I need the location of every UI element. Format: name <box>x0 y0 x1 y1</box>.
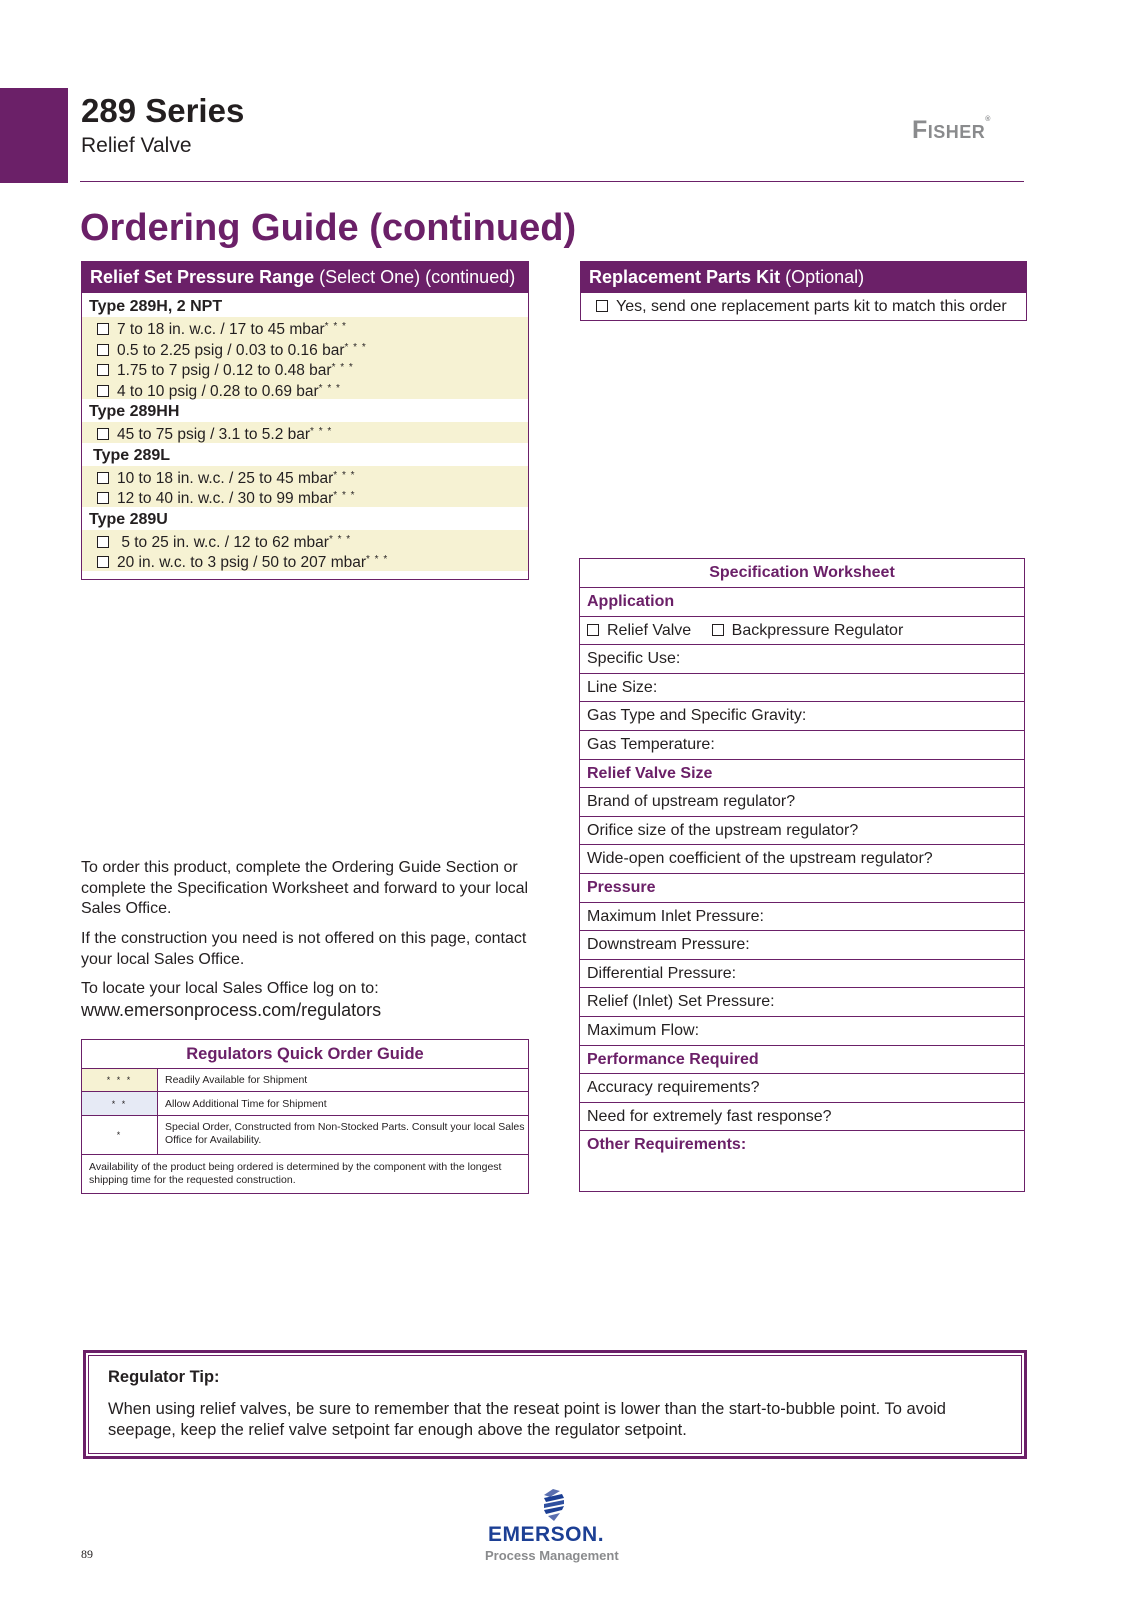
availability-mark: * * * <box>344 341 367 353</box>
checkbox[interactable] <box>97 492 109 504</box>
availability-mark: * * * <box>333 469 356 481</box>
replacement-kit-title: Replacement Parts Kit <box>589 267 781 287</box>
emerson-name: EMERSON <box>488 1523 598 1546</box>
availability-mark: * * * <box>310 426 333 437</box>
pressure-option[interactable] <box>82 358 528 379</box>
pressure-range-title-note: (Select One) (continued) <box>314 267 516 287</box>
tip-title: Regulator Tip: <box>108 1368 220 1386</box>
fisher-logo-text: Fisher <box>912 116 986 144</box>
checkbox[interactable] <box>97 472 109 484</box>
availability-mark: * * * <box>328 533 352 545</box>
option-label: Backpressure Regulator <box>731 621 904 639</box>
availability-mark: * * * <box>333 490 356 501</box>
field-gas-type[interactable]: Gas Type and Specific Gravity: <box>580 702 1024 731</box>
checkbox[interactable] <box>97 344 109 356</box>
emerson-wordmark <box>488 1523 604 1547</box>
sales-office-link[interactable]: www.emersonprocess.com/regulators <box>81 1000 382 1020</box>
checkbox[interactable] <box>712 624 724 636</box>
pressure-option[interactable] <box>82 422 528 443</box>
specification-worksheet <box>579 558 1025 1192</box>
quick-order-title: Regulators Quick Order Guide <box>82 1040 528 1069</box>
pressure-option[interactable] <box>82 486 528 507</box>
worksheet-title: Specification Worksheet <box>580 559 1024 588</box>
option-label: Relief Valve <box>607 621 692 639</box>
emerson-wordmark-dot: . <box>597 1523 605 1546</box>
field-orifice-size[interactable]: Orifice size of the upstream regulator? <box>580 817 1024 846</box>
option-label: 12 to 40 in. w.c. / 30 to 99 mbar <box>117 490 334 507</box>
option-label: 4 to 10 psig / 0.28 to 0.69 bar <box>117 382 319 400</box>
option-label: Yes, send one replacement parts kit to match this order <box>616 298 1007 315</box>
availability-text: Special Order, Constructed from Non-Stocked Parts. Consult your local Sales Office for Availability. <box>165 1121 525 1146</box>
field-differential-pressure[interactable]: Differential Pressure: <box>580 960 1024 989</box>
option-relief-valve[interactable] <box>587 622 691 639</box>
availability-mark: * * * <box>318 382 341 394</box>
quick-order-row <box>82 1069 528 1092</box>
quick-order-row <box>82 1092 528 1116</box>
field-fast-response[interactable]: Need for extremely fast response? <box>580 1103 1024 1132</box>
field-relief-set-pressure[interactable]: Relief (Inlet) Set Pressure: <box>580 988 1024 1017</box>
option-label: 5 to 25 in. w.c. / 12 to 62 mbar <box>121 533 329 551</box>
availability-key: * * * <box>82 1069 158 1091</box>
instructions-locate: To locate your local Sales Office log on to: <box>81 980 379 997</box>
pressure-option[interactable] <box>82 317 528 338</box>
fisher-logo <box>912 116 991 145</box>
instructions-order: To order this product, complete the Ordering Guide Section or complete the Specification Worksheet and forward to your local Sales Office. <box>81 859 529 917</box>
checkbox[interactable] <box>97 323 109 335</box>
option-label: 45 to 75 psig / 3.1 to 5.2 bar <box>117 426 311 443</box>
header-divider <box>80 181 1024 182</box>
type-289hh-heading: Type 289HH <box>89 403 180 420</box>
availability-text: Readily Available for Shipment <box>165 1074 308 1086</box>
field-gas-temperature[interactable]: Gas Temperature: <box>580 731 1024 760</box>
type-289l-heading: Type 289L <box>93 446 171 464</box>
field-downstream-pressure[interactable]: Downstream Pressure: <box>580 931 1024 960</box>
option-label: 7 to 18 in. w.c. / 17 to 45 mbar <box>117 321 325 338</box>
field-max-inlet-pressure[interactable]: Maximum Inlet Pressure: <box>580 903 1024 932</box>
side-color-tab <box>0 88 68 183</box>
pressure-option[interactable] <box>82 550 528 571</box>
field-specific-use[interactable]: Specific Use: <box>580 645 1024 674</box>
replacement-kit-title-note: (Optional) <box>780 267 865 287</box>
pressure-range-title: Relief Set Pressure Range <box>90 267 315 287</box>
availability-key: * * <box>82 1092 158 1115</box>
field-accuracy[interactable]: Accuracy requirements? <box>580 1074 1024 1103</box>
fisher-registered-mark: ® <box>985 116 991 123</box>
section-other-requirements[interactable]: Other Requirements: <box>587 1136 747 1154</box>
field-maximum-flow[interactable]: Maximum Flow: <box>580 1017 1024 1046</box>
quick-order-guide <box>81 1039 529 1194</box>
section-pressure: Pressure <box>580 874 1024 903</box>
option-backpressure-regulator[interactable] <box>712 622 904 639</box>
field-wide-open-coefficient[interactable]: Wide-open coefficient of the upstream regulator? <box>580 845 1024 874</box>
replacement-kit-box <box>580 261 1027 321</box>
checkbox[interactable] <box>587 624 599 636</box>
type-289h-heading: Type 289H, 2 NPT <box>89 298 223 315</box>
tip-body: When using relief valves, be sure to remember that the reseat point is lower than the start-to-bubble point. To avoid seepage, keep the relief valve setpoint far enough above the regulator setpoint. <box>108 1400 946 1439</box>
checkbox[interactable] <box>97 556 109 568</box>
field-upstream-brand[interactable]: Brand of upstream regulator? <box>580 788 1024 817</box>
quick-order-row <box>82 1116 528 1155</box>
series-subtitle: Relief Valve <box>81 134 192 157</box>
pressure-option[interactable] <box>82 379 528 400</box>
option-label: 10 to 18 in. w.c. / 25 to 45 mbar <box>117 469 334 487</box>
field-line-size[interactable]: Line Size: <box>580 674 1024 703</box>
instructions-contact: If the construction you need is not offered on this page, contact your local Sales Office. <box>81 930 527 968</box>
application-options <box>580 617 1024 646</box>
emerson-division: Process Management <box>485 1548 619 1563</box>
type-289u-heading: Type 289U <box>89 510 168 528</box>
replacement-kit-header <box>581 262 1026 293</box>
replacement-kit-option[interactable] <box>581 293 1026 316</box>
availability-text: Allow Additional Time for Shipment <box>165 1098 327 1110</box>
option-label: 1.75 to 7 psig / 0.12 to 0.48 bar <box>117 362 332 379</box>
page-number: 89 <box>81 1547 93 1561</box>
section-relief-valve-size: Relief Valve Size <box>580 760 1024 789</box>
checkbox[interactable] <box>97 536 109 548</box>
availability-mark: * * * <box>324 321 347 332</box>
pressure-option[interactable] <box>82 338 528 359</box>
pressure-option[interactable] <box>82 530 528 551</box>
regulator-tip <box>83 1350 1027 1459</box>
emerson-logo-icon <box>540 1487 568 1523</box>
option-label: 20 in. w.c. to 3 psig / 50 to 207 mbar <box>117 554 367 571</box>
quick-order-footnote: Availability of the product being ordered is determined by the component with the longest shipping time for the requested construction. <box>89 1161 502 1186</box>
pressure-option[interactable] <box>82 466 528 487</box>
checkbox[interactable] <box>97 364 109 376</box>
checkbox[interactable] <box>97 428 109 440</box>
regulator-tip-inner <box>88 1355 1022 1454</box>
section-application: Application <box>580 588 1024 617</box>
series-title: 289 Series <box>81 92 245 129</box>
checkbox[interactable] <box>596 300 608 312</box>
pressure-range-header <box>82 262 528 293</box>
pressure-range-box <box>81 261 529 580</box>
availability-key: * <box>82 1116 158 1154</box>
availability-mark: * * * <box>366 554 389 565</box>
section-performance: Performance Required <box>580 1046 1024 1075</box>
checkbox[interactable] <box>97 385 109 397</box>
option-label: 0.5 to 2.25 psig / 0.03 to 0.16 bar <box>117 341 345 359</box>
availability-mark: * * * <box>331 362 354 373</box>
page-heading: Ordering Guide (continued) <box>80 207 577 249</box>
